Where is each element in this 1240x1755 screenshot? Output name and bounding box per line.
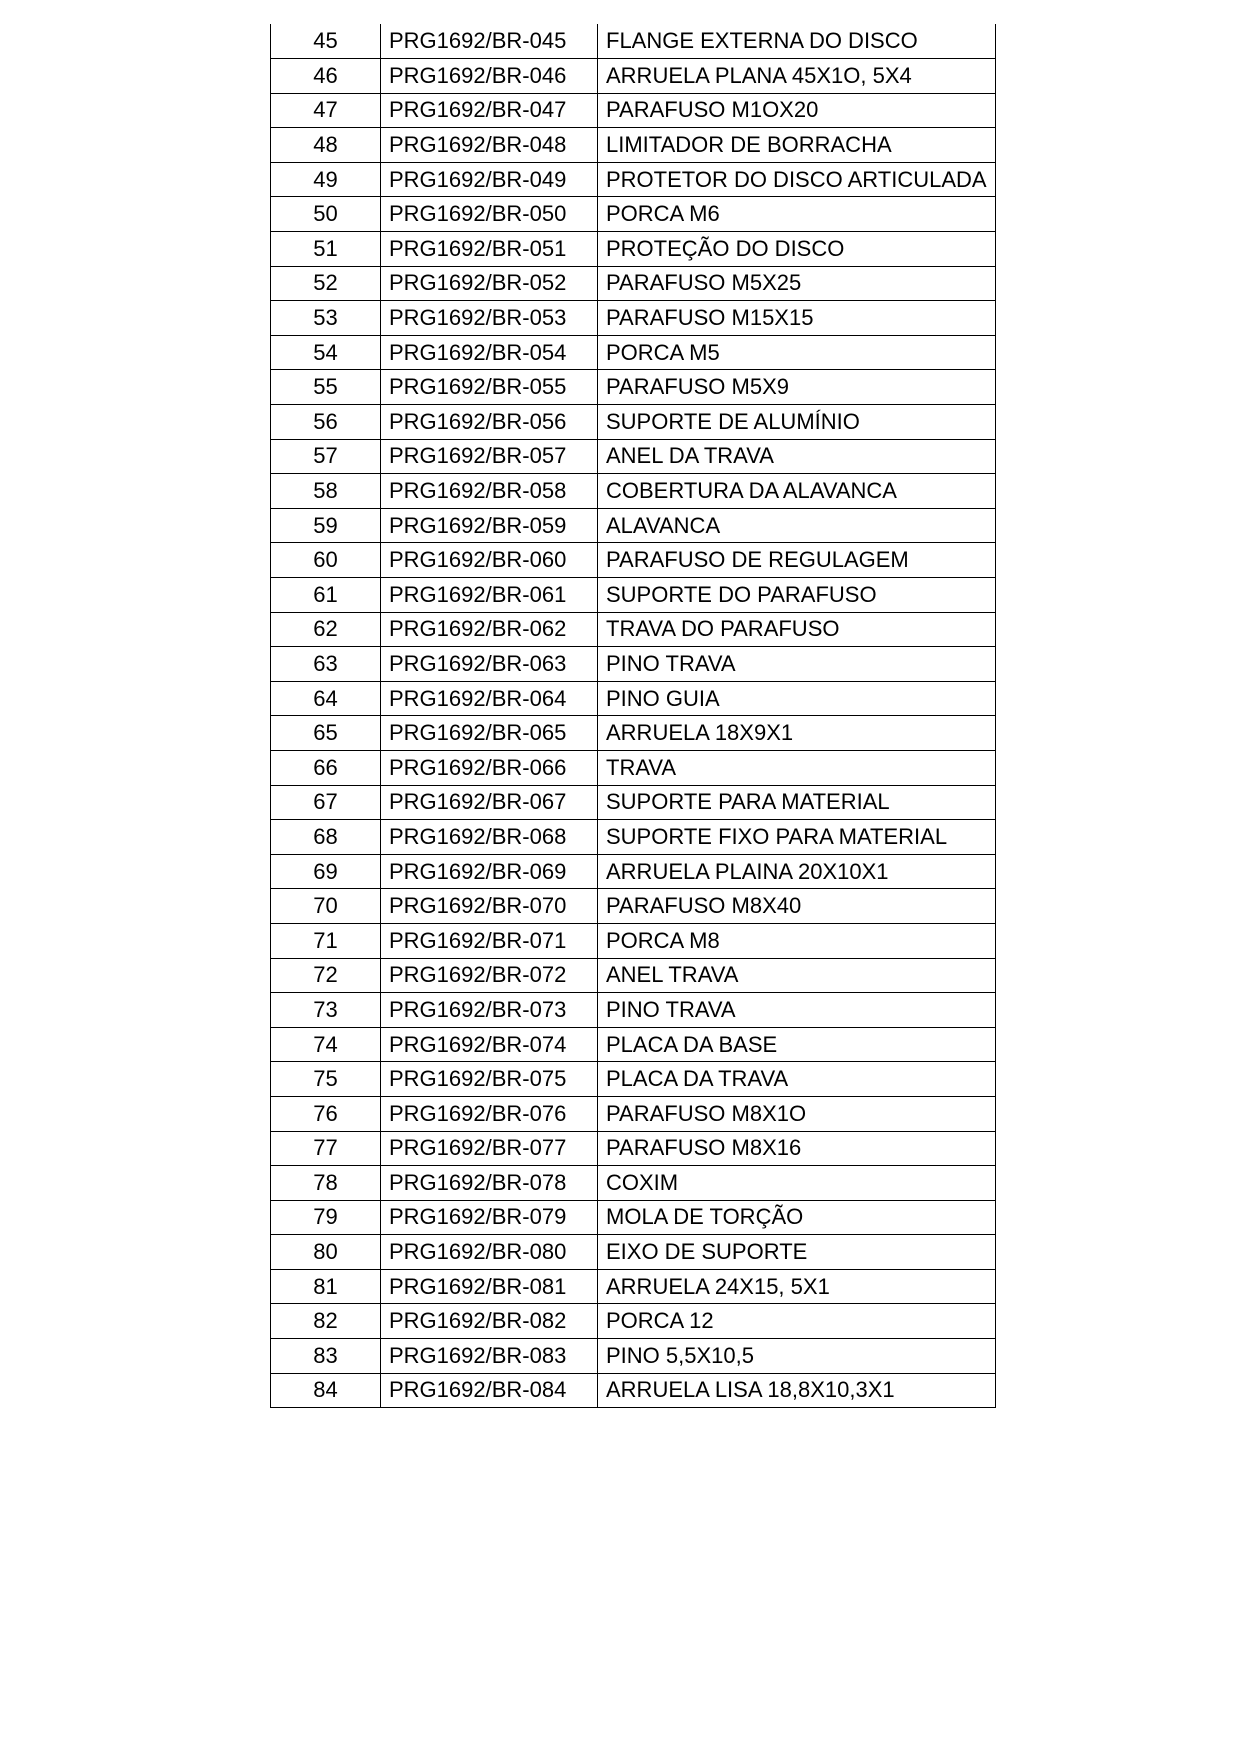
item-number: 82 bbox=[271, 1304, 381, 1339]
item-number: 49 bbox=[271, 162, 381, 197]
table-row bbox=[271, 716, 996, 751]
table-row bbox=[271, 820, 996, 855]
table-row bbox=[271, 474, 996, 509]
table-row bbox=[271, 1096, 996, 1131]
part-description: ALAVANCA bbox=[598, 508, 996, 543]
table-row bbox=[271, 750, 996, 785]
part-code: PRG1692/BR-081 bbox=[381, 1269, 598, 1304]
item-number: 68 bbox=[271, 820, 381, 855]
part-description: PORCA M6 bbox=[598, 197, 996, 232]
part-code: PRG1692/BR-066 bbox=[381, 750, 598, 785]
part-code: PRG1692/BR-067 bbox=[381, 785, 598, 820]
part-code: PRG1692/BR-050 bbox=[381, 197, 598, 232]
part-description: ANEL DA TRAVA bbox=[598, 439, 996, 474]
parts-list-table bbox=[270, 24, 996, 1408]
table-row bbox=[271, 1166, 996, 1201]
item-number: 79 bbox=[271, 1200, 381, 1235]
item-number: 57 bbox=[271, 439, 381, 474]
table-row bbox=[271, 1269, 996, 1304]
part-description: PARAFUSO M5X9 bbox=[598, 370, 996, 405]
item-number: 70 bbox=[271, 889, 381, 924]
table-row bbox=[271, 647, 996, 682]
item-number: 61 bbox=[271, 578, 381, 613]
item-number: 73 bbox=[271, 993, 381, 1028]
part-code: PRG1692/BR-056 bbox=[381, 405, 598, 440]
table-row bbox=[271, 301, 996, 336]
part-description: PINO TRAVA bbox=[598, 647, 996, 682]
item-number: 56 bbox=[271, 405, 381, 440]
part-description: FLANGE EXTERNA DO DISCO bbox=[598, 24, 996, 59]
part-description: COXIM bbox=[598, 1166, 996, 1201]
part-description: SUPORTE DE ALUMÍNIO bbox=[598, 405, 996, 440]
part-description: TRAVA DO PARAFUSO bbox=[598, 612, 996, 647]
table-row bbox=[271, 578, 996, 613]
part-code: PRG1692/BR-058 bbox=[381, 474, 598, 509]
part-description: PLACA DA TRAVA bbox=[598, 1062, 996, 1097]
part-code: PRG1692/BR-051 bbox=[381, 232, 598, 267]
item-number: 50 bbox=[271, 197, 381, 232]
part-code: PRG1692/BR-074 bbox=[381, 1027, 598, 1062]
table-row bbox=[271, 681, 996, 716]
item-number: 62 bbox=[271, 612, 381, 647]
item-number: 47 bbox=[271, 93, 381, 128]
item-number: 45 bbox=[271, 24, 381, 59]
table-row bbox=[271, 24, 996, 59]
part-description: SUPORTE FIXO PARA MATERIAL bbox=[598, 820, 996, 855]
part-code: PRG1692/BR-045 bbox=[381, 24, 598, 59]
part-code: PRG1692/BR-077 bbox=[381, 1131, 598, 1166]
table-row bbox=[271, 162, 996, 197]
item-number: 59 bbox=[271, 508, 381, 543]
item-number: 48 bbox=[271, 128, 381, 163]
part-code: PRG1692/BR-062 bbox=[381, 612, 598, 647]
item-number: 83 bbox=[271, 1339, 381, 1374]
part-code: PRG1692/BR-075 bbox=[381, 1062, 598, 1097]
table-row bbox=[271, 958, 996, 993]
item-number: 71 bbox=[271, 923, 381, 958]
table-row bbox=[271, 1027, 996, 1062]
part-description: PORCA M8 bbox=[598, 923, 996, 958]
table-row bbox=[271, 266, 996, 301]
item-number: 60 bbox=[271, 543, 381, 578]
table-row bbox=[271, 232, 996, 267]
item-number: 76 bbox=[271, 1096, 381, 1131]
table-row bbox=[271, 1373, 996, 1408]
part-description: PORCA 12 bbox=[598, 1304, 996, 1339]
table-row bbox=[271, 1131, 996, 1166]
part-code: PRG1692/BR-068 bbox=[381, 820, 598, 855]
part-description: TRAVA bbox=[598, 750, 996, 785]
item-number: 67 bbox=[271, 785, 381, 820]
part-code: PRG1692/BR-076 bbox=[381, 1096, 598, 1131]
part-description: MOLA DE TORÇÃO bbox=[598, 1200, 996, 1235]
item-number: 65 bbox=[271, 716, 381, 751]
item-number: 72 bbox=[271, 958, 381, 993]
table-row bbox=[271, 1235, 996, 1270]
part-code: PRG1692/BR-061 bbox=[381, 578, 598, 613]
item-number: 66 bbox=[271, 750, 381, 785]
item-number: 74 bbox=[271, 1027, 381, 1062]
table-row bbox=[271, 612, 996, 647]
item-number: 69 bbox=[271, 854, 381, 889]
part-description: PARAFUSO M8X1O bbox=[598, 1096, 996, 1131]
table-row bbox=[271, 923, 996, 958]
part-code: PRG1692/BR-084 bbox=[381, 1373, 598, 1408]
item-number: 52 bbox=[271, 266, 381, 301]
part-code: PRG1692/BR-053 bbox=[381, 301, 598, 336]
table-row bbox=[271, 889, 996, 924]
part-description: ARRUELA PLAINA 20X10X1 bbox=[598, 854, 996, 889]
part-code: PRG1692/BR-063 bbox=[381, 647, 598, 682]
part-code: PRG1692/BR-055 bbox=[381, 370, 598, 405]
table-row bbox=[271, 335, 996, 370]
item-number: 77 bbox=[271, 1131, 381, 1166]
table-row bbox=[271, 1339, 996, 1374]
table-row bbox=[271, 197, 996, 232]
part-code: PRG1692/BR-060 bbox=[381, 543, 598, 578]
part-code: PRG1692/BR-065 bbox=[381, 716, 598, 751]
part-description: PARAFUSO DE REGULAGEM bbox=[598, 543, 996, 578]
part-description: PARAFUSO M5X25 bbox=[598, 266, 996, 301]
item-number: 75 bbox=[271, 1062, 381, 1097]
part-description: PORCA M5 bbox=[598, 335, 996, 370]
part-description: LIMITADOR DE BORRACHA bbox=[598, 128, 996, 163]
item-number: 51 bbox=[271, 232, 381, 267]
item-number: 58 bbox=[271, 474, 381, 509]
part-description: PARAFUSO M15X15 bbox=[598, 301, 996, 336]
part-code: PRG1692/BR-047 bbox=[381, 93, 598, 128]
part-description: PINO 5,5X10,5 bbox=[598, 1339, 996, 1374]
part-description: PROTEÇÃO DO DISCO bbox=[598, 232, 996, 267]
item-number: 46 bbox=[271, 59, 381, 94]
part-code: PRG1692/BR-064 bbox=[381, 681, 598, 716]
table-row bbox=[271, 543, 996, 578]
part-code: PRG1692/BR-070 bbox=[381, 889, 598, 924]
table-row bbox=[271, 1062, 996, 1097]
table-row bbox=[271, 370, 996, 405]
part-description: ANEL TRAVA bbox=[598, 958, 996, 993]
item-number: 80 bbox=[271, 1235, 381, 1270]
part-code: PRG1692/BR-046 bbox=[381, 59, 598, 94]
table-row bbox=[271, 993, 996, 1028]
part-description: SUPORTE DO PARAFUSO bbox=[598, 578, 996, 613]
table-row bbox=[271, 59, 996, 94]
part-description: PARAFUSO M8X40 bbox=[598, 889, 996, 924]
part-code: PRG1692/BR-059 bbox=[381, 508, 598, 543]
table-row bbox=[271, 405, 996, 440]
part-description: PROTETOR DO DISCO ARTICULADA bbox=[598, 162, 996, 197]
item-number: 84 bbox=[271, 1373, 381, 1408]
part-code: PRG1692/BR-083 bbox=[381, 1339, 598, 1374]
item-number: 78 bbox=[271, 1166, 381, 1201]
part-description: COBERTURA DA ALAVANCA bbox=[598, 474, 996, 509]
item-number: 53 bbox=[271, 301, 381, 336]
table-row bbox=[271, 439, 996, 474]
part-description: ARRUELA 18X9X1 bbox=[598, 716, 996, 751]
part-code: PRG1692/BR-079 bbox=[381, 1200, 598, 1235]
table-row bbox=[271, 93, 996, 128]
table-row bbox=[271, 785, 996, 820]
item-number: 63 bbox=[271, 647, 381, 682]
part-code: PRG1692/BR-072 bbox=[381, 958, 598, 993]
part-code: PRG1692/BR-054 bbox=[381, 335, 598, 370]
item-number: 81 bbox=[271, 1269, 381, 1304]
part-code: PRG1692/BR-073 bbox=[381, 993, 598, 1028]
part-description: EIXO DE SUPORTE bbox=[598, 1235, 996, 1270]
part-code: PRG1692/BR-049 bbox=[381, 162, 598, 197]
table-row bbox=[271, 508, 996, 543]
part-code: PRG1692/BR-078 bbox=[381, 1166, 598, 1201]
part-description: PINO GUIA bbox=[598, 681, 996, 716]
part-description: PINO TRAVA bbox=[598, 993, 996, 1028]
part-description: PLACA DA BASE bbox=[598, 1027, 996, 1062]
item-number: 64 bbox=[271, 681, 381, 716]
part-code: PRG1692/BR-082 bbox=[381, 1304, 598, 1339]
part-code: PRG1692/BR-069 bbox=[381, 854, 598, 889]
part-code: PRG1692/BR-052 bbox=[381, 266, 598, 301]
part-description: PARAFUSO M1OX20 bbox=[598, 93, 996, 128]
part-description: ARRUELA PLANA 45X1O, 5X4 bbox=[598, 59, 996, 94]
part-description: SUPORTE PARA MATERIAL bbox=[598, 785, 996, 820]
item-number: 55 bbox=[271, 370, 381, 405]
part-description: ARRUELA 24X15, 5X1 bbox=[598, 1269, 996, 1304]
part-code: PRG1692/BR-057 bbox=[381, 439, 598, 474]
parts-list-body bbox=[271, 24, 996, 1408]
part-code: PRG1692/BR-071 bbox=[381, 923, 598, 958]
table-row bbox=[271, 1304, 996, 1339]
table-row bbox=[271, 854, 996, 889]
part-code: PRG1692/BR-080 bbox=[381, 1235, 598, 1270]
part-description: PARAFUSO M8X16 bbox=[598, 1131, 996, 1166]
part-description: ARRUELA LISA 18,8X10,3X1 bbox=[598, 1373, 996, 1408]
part-code: PRG1692/BR-048 bbox=[381, 128, 598, 163]
item-number: 54 bbox=[271, 335, 381, 370]
table-row bbox=[271, 128, 996, 163]
table-row bbox=[271, 1200, 996, 1235]
